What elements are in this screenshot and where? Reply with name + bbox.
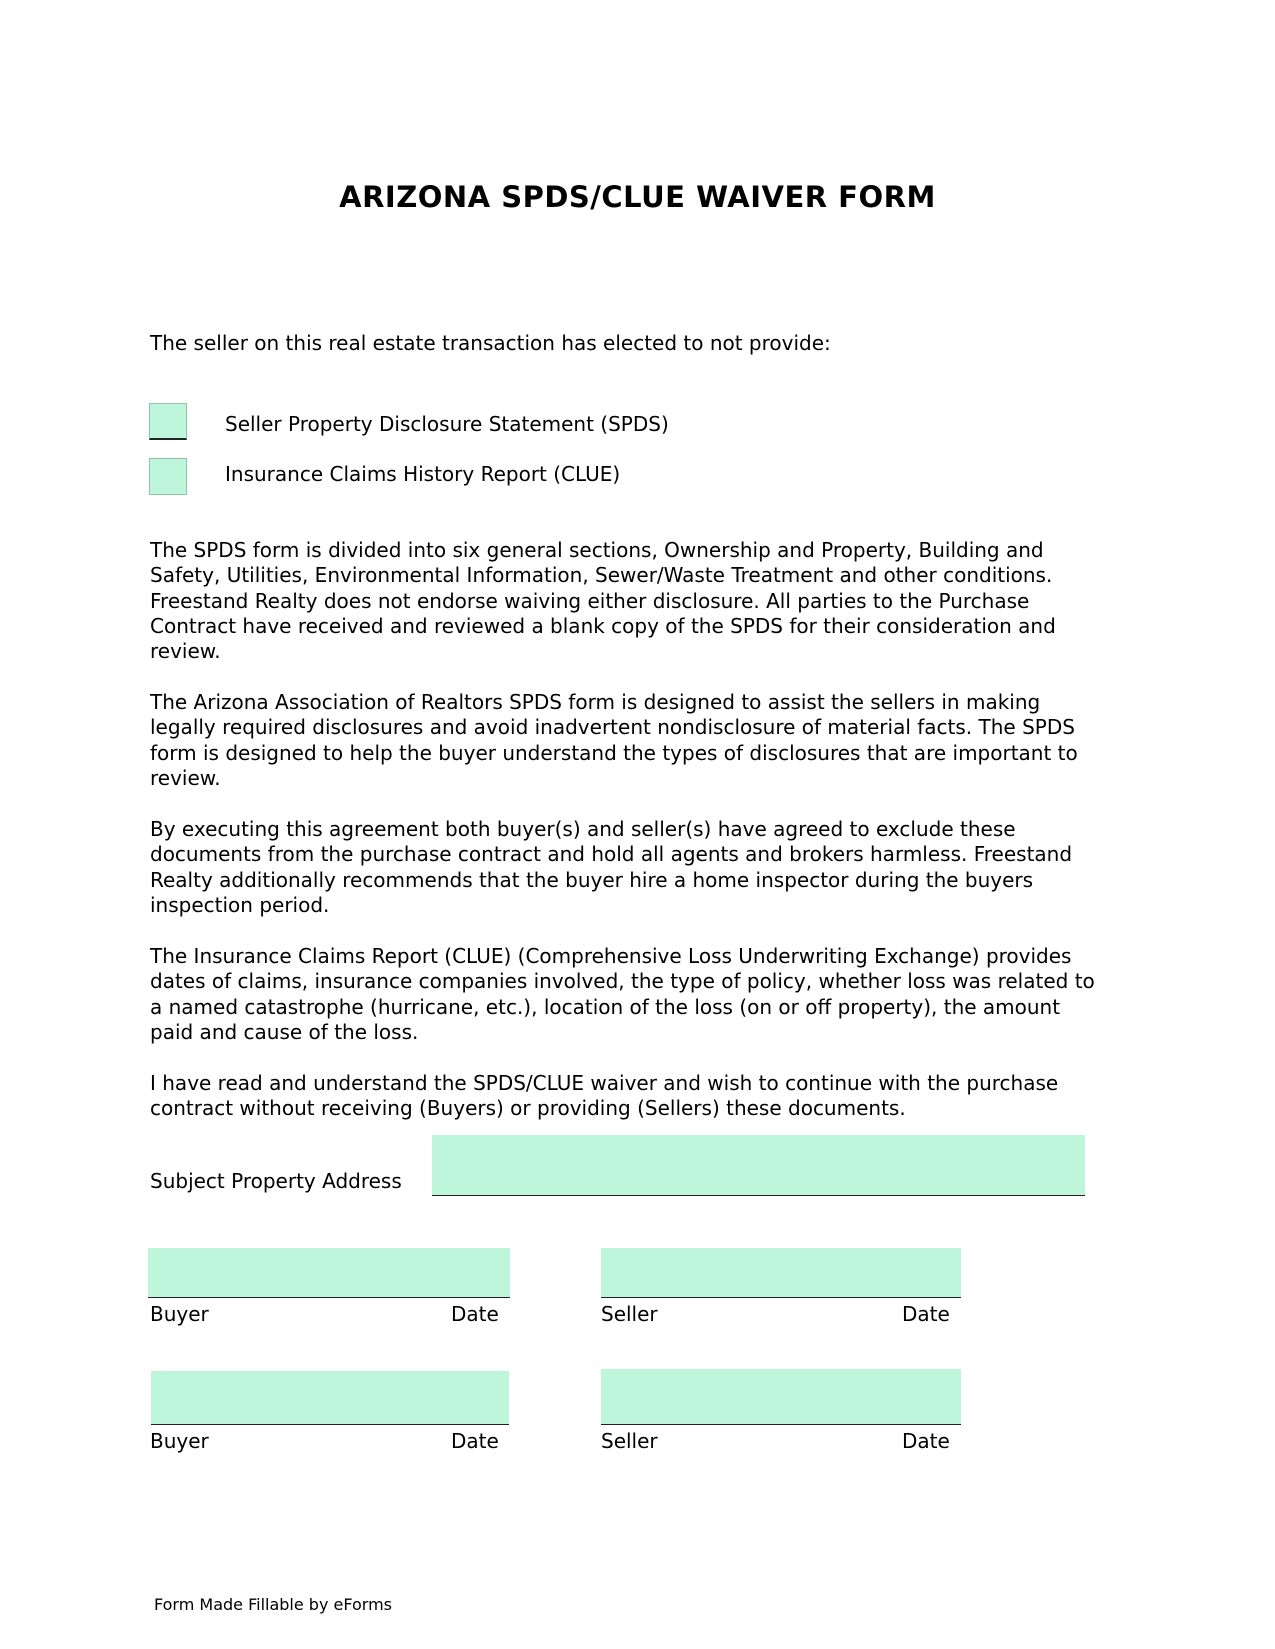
seller-date-label-1: Date [902, 1302, 950, 1326]
address-field[interactable] [432, 1135, 1085, 1196]
intro-text: The seller on this real estate transaction has elected to not provide: [150, 331, 831, 355]
paragraph-aar-spds: The Arizona Association of Realtors SPDS form is designed to assist the sellers in making legally required disclosures and avoid inadvertent nondisclosure of material facts. The SPDS form is designed to help the buyer understand the types of disclosures that are important to review. [150, 690, 1078, 790]
paragraph-clue: The Insurance Claims Report (CLUE) (Comprehensive Loss Underwriting Exchange) provides dates of claims, insurance companies involved, the type of policy, whether loss was related to a named catastrophe (hurricane, etc.), location of the loss (on or off property), the amount paid and cause of the loss. [150, 944, 1095, 1044]
seller-label-2: Seller [601, 1429, 658, 1453]
spds-checkbox-label: Seller Property Disclosure Statement (SPDS) [225, 412, 669, 436]
buyer-signature-field-2[interactable] [151, 1371, 509, 1425]
buyer-signature-field-1[interactable] [148, 1248, 510, 1298]
seller-date-label-2: Date [902, 1429, 950, 1453]
form-title: ARIZONA SPDS/CLUE WAIVER FORM [339, 180, 936, 214]
seller-signature-field-1[interactable] [601, 1248, 961, 1298]
clue-checkbox-label: Insurance Claims History Report (CLUE) [225, 462, 621, 486]
address-label: Subject Property Address [150, 1169, 402, 1193]
seller-label-1: Seller [601, 1302, 658, 1326]
buyer-label-1: Buyer [150, 1302, 209, 1326]
clue-checkbox[interactable] [149, 458, 187, 495]
spds-checkbox[interactable] [149, 403, 187, 440]
buyer-date-label-1: Date [451, 1302, 499, 1326]
paragraph-spds-sections: The SPDS form is divided into six general sections, Ownership and Property, Building and Safety, Utilities, Environmental Information, Sewer/Waste Treatment and other conditions. Freestand Realty does not endorse waiving either disclosure. All parties to the Purchase Contract have received and reviewed a blank copy of the SPDS for their consideration and review. [150, 538, 1056, 664]
buyer-label-2: Buyer [150, 1429, 209, 1453]
footer-credit: Form Made Fillable by eForms [154, 1595, 392, 1614]
seller-signature-field-2[interactable] [601, 1369, 961, 1425]
paragraph-acknowledgement: I have read and understand the SPDS/CLUE waiver and wish to continue with the purchase contract without receiving (Buyers) or providing (Sellers) these documents. [150, 1071, 1059, 1121]
paragraph-agreement: By executing this agreement both buyer(s) and seller(s) have agreed to exclude these documents from the purchase contract and hold all agents and brokers harmless. Freestand Realty additionally recommends that the buyer hire a home inspector during the buyers inspection period. [150, 817, 1073, 917]
buyer-date-label-2: Date [451, 1429, 499, 1453]
